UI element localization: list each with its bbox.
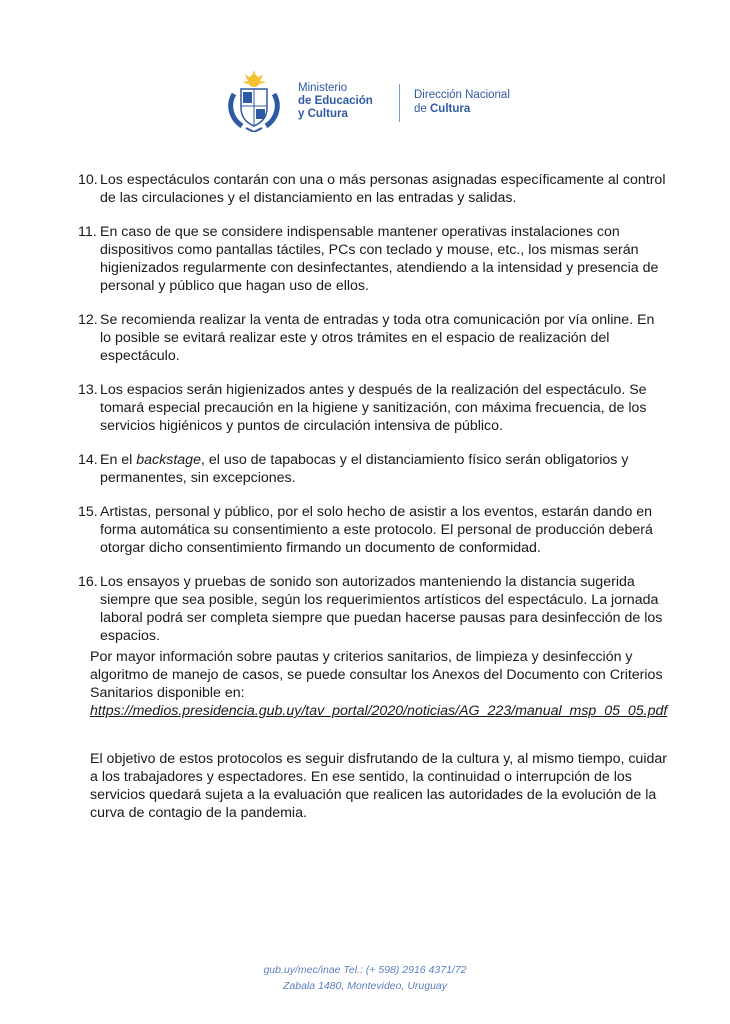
item-number: 11. — [78, 224, 97, 240]
footer-address: Zabala 1480, Montevideo, Uruguay — [282, 980, 448, 992]
item-number: 12. — [78, 312, 98, 328]
direction-name — [414, 88, 510, 116]
info-paragraph — [90, 648, 670, 720]
direction-line-2-bold: Cultura — [430, 103, 471, 115]
item-number: 10. — [78, 172, 98, 188]
item-text: Artistas, personal y público, por el solo hecho de asistir a los eventos, estarán dando en forma automática su consentimiento a este protocolo. El personal de producción deberá otorgar dicho consentimiento firmando un documento de conformidad. — [100, 504, 653, 556]
protocol-list — [78, 171, 668, 661]
list-item — [78, 171, 668, 207]
closing-paragraph: El objetivo de estos protocolos es seguir disfrutando de la cultura y, al mismo tiempo, cuidar a los trabajadores y espectadores. En ese sentido, la continuidad o interrupción de los servicios quedará sujeta a la evaluación que realicen las autoridades de la evolución de la curva de contagio de la pandemia. — [90, 751, 667, 821]
item-text: Los espacios serán higienizados antes y después de la realización del espectáculo. Se tomará especial precaución en la higiene y sanitización, con máxima frecuencia, de los servicios higiénicos y puntos de circulación intensiva de público. — [100, 382, 647, 434]
list-item — [78, 381, 668, 435]
ministry-line-1: Ministerio — [298, 82, 348, 94]
item-text-post: , el uso de tapabocas y el distanciamiento físico serán obligatorios y permanentes, sin excepciones. — [100, 452, 629, 486]
uruguay-coat-of-arms-icon — [226, 70, 282, 132]
manual-link[interactable]: https://medios.presidencia.gub.uy/tav_portal/2020/noticias/AG_223/manual_msp_05_05.pdf — [90, 703, 668, 719]
ministry-name — [298, 82, 373, 121]
item-text — [100, 452, 628, 486]
item-text: Los ensayos y pruebas de sonido son autorizados manteniendo la distancia sugerida siempre que sea posible, según los requerimientos artísticos del espectáculo. La jornada laboral podrá ser completa siempre que puedan hacerse pausas para desinfección de los espacios. — [100, 574, 663, 644]
direction-line-2-prefix: de — [414, 103, 430, 115]
list-item — [78, 451, 668, 487]
item-text: Los espectáculos contarán con una o más personas asignadas específicamente al control de las circulaciones y el distanciamiento en las entradas y salidas. — [100, 172, 666, 206]
item-number: 16. — [78, 574, 98, 590]
list-item — [78, 503, 668, 557]
info-text: Por mayor información sobre pautas y criterios sanitarios, de limpieza y desinfección y algoritmo de manejo de casos, se puede consultar los Anexos del Documento con Criterios Sanitarios disponible en: — [90, 649, 663, 701]
item-number: 14. — [78, 452, 98, 468]
item-text: Se recomienda realizar la venta de entradas y toda otra comunicación por vía online. En lo posible se evitará realizar este y otros trámites en el espacio de realización del espectáculo. — [100, 312, 655, 364]
list-item — [78, 573, 668, 645]
ministry-line-2: de Educación — [298, 95, 373, 107]
item-text-emphasis: backstage — [136, 452, 201, 468]
footer — [0, 962, 730, 994]
item-text-pre: En el — [100, 452, 137, 468]
item-number: 15. — [78, 504, 98, 520]
letterhead — [226, 70, 546, 134]
direction-line-2 — [414, 102, 510, 116]
list-item — [78, 223, 668, 295]
ministry-line-3: y Cultura — [298, 108, 348, 120]
item-text: En caso de que se considere indispensable mantener operativas instalaciones con dispositivos como pantallas táctiles, PCs con teclado y mouse, etc., los mismas serán higienizados regularmente con desinfectantes, atendiendo a la intensidad y presencia de personal y público que hagan uso de ellos. — [100, 224, 659, 294]
list-item — [78, 311, 668, 365]
direction-line-1: Dirección Nacional — [414, 89, 510, 101]
header-divider — [399, 84, 400, 122]
footer-contact: gub.uy/mec/inae Tel.: (+ 598) 2916 4371/72 — [263, 964, 467, 976]
item-number: 13. — [78, 382, 98, 398]
